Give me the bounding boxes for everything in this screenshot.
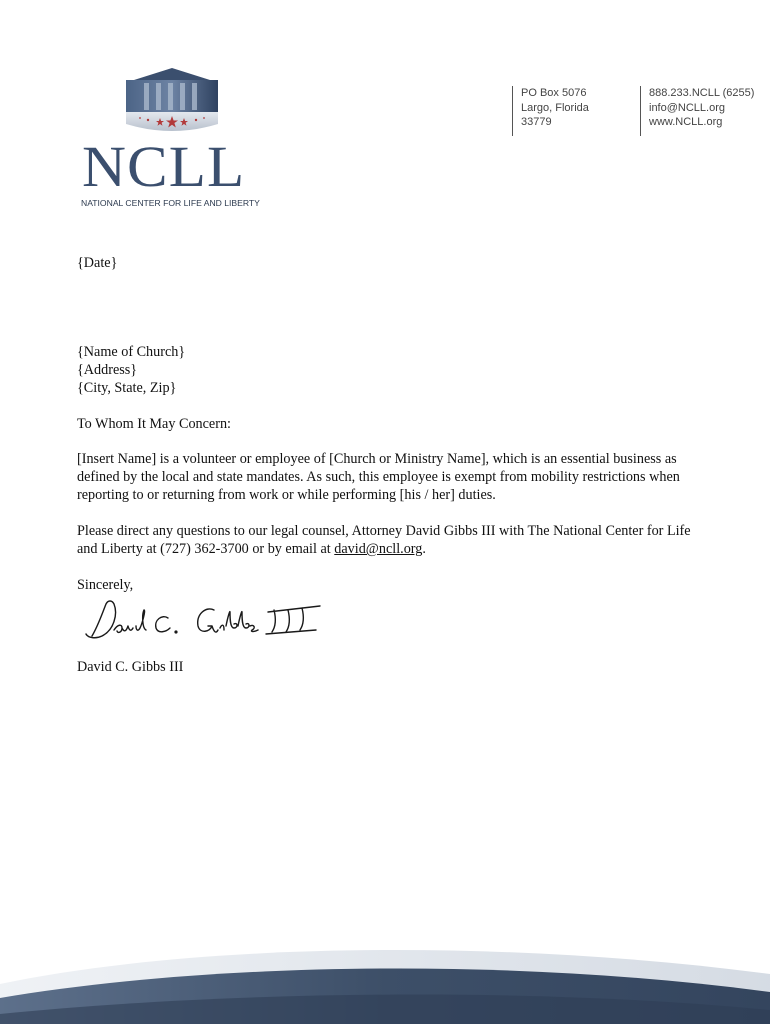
address-line: 33779 [521,116,552,128]
recipient-line: {Address} [77,362,138,378]
letter-date: {Date} [77,255,118,271]
greeting: To Whom It May Concern: [77,416,231,432]
closing: Sincerely, [77,577,134,593]
recipient-line: {City, State, Zip} [77,380,177,396]
body-paragraph-1: [Insert Name] is a volunteer or employee of [Church or Ministry Name], which is an essential business as defined by the local and state mandates. As such, this employee is exempt from mobility restrictions when reporting to or returning from work or while performing [his / her] duties. [77,451,680,503]
paragraph-text: . [422,541,426,557]
recipient-block [77,343,185,397]
signature-icon [84,596,334,646]
mailing-address [512,86,589,136]
email-link[interactable]: david@ncll.org [334,541,423,557]
contact-info [640,86,754,136]
logo-tagline: NATIONAL CENTER FOR LIFE AND LIBERTY [81,198,260,208]
capitol-dome-icon [122,66,222,140]
footer-swoosh [0,934,770,1024]
address-line: Largo, Florida [521,101,589,114]
website: www.NCLL.org [649,116,723,128]
body-paragraph-2 [77,522,697,558]
ncll-logo [78,66,268,211]
address-line: PO Box 5076 [521,87,587,99]
paragraph-text: Please direct any questions to our legal counsel, Attorney David Gibbs III with The National Center for Life and Liberty at (727) 362-3700 or by email at [77,523,691,557]
recipient-line: {Name of Church} [77,344,186,360]
logo-wordmark: NCLL [82,134,246,199]
contact-email: info@NCLL.org [649,101,725,114]
phone-number: 888.233.NCLL (6255) [649,87,755,99]
signer-name: David C. Gibbs III [77,659,184,675]
